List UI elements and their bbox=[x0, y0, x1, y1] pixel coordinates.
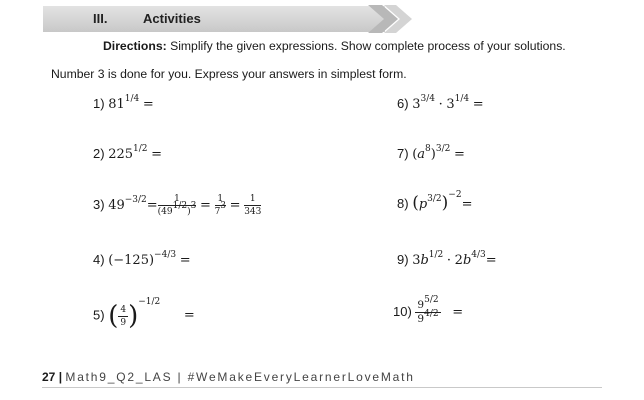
expr-base: 225 bbox=[108, 147, 134, 162]
equals-sign: = bbox=[452, 304, 464, 320]
exercise-2 bbox=[93, 143, 163, 162]
expr-exponent: 1/4 bbox=[124, 93, 140, 104]
equals-sign: = bbox=[461, 197, 473, 212]
expr-exponent: −1/2 bbox=[138, 297, 161, 308]
item-number: 8) bbox=[397, 196, 409, 211]
footer-divider bbox=[42, 387, 602, 388]
exercise-5: 5) ( $\frac{4}{9}$ )$^{-1/2}$ = bbox=[93, 297, 195, 331]
chevron-arrows-icon bbox=[368, 5, 424, 33]
directions-label: Directions: bbox=[103, 39, 167, 53]
directions-line2: Number 3 is done for you. Express your answers in simplest form. bbox=[51, 67, 407, 81]
item-number: 10) bbox=[393, 303, 412, 319]
equals-sign: = bbox=[142, 97, 154, 112]
exercise-8: 8) $(p^{3/2})^{-2}=$ bbox=[397, 189, 473, 213]
item-number: 2) bbox=[93, 146, 105, 161]
page-number: 27 bbox=[42, 370, 56, 384]
footer-text: Math9_Q2_LAS | #WeMakeEveryLearnerLoveMath bbox=[65, 370, 415, 384]
fraction-step-2: $\frac{1}{7^3}$ bbox=[214, 194, 227, 217]
expr-exponent: −4/3 bbox=[154, 249, 177, 260]
directions-text: Simplify the given expressions. Show complete process of your solutions. bbox=[170, 39, 566, 53]
fraction: $\frac{4}{9}$ bbox=[120, 304, 127, 328]
expr-exponent: −3/2 bbox=[124, 194, 147, 205]
footer bbox=[42, 370, 415, 384]
fraction-step-1: $\frac{1}{(49^{1/2})^3}$ bbox=[157, 194, 197, 217]
section-title: Activities bbox=[143, 11, 201, 26]
equals-sign: = bbox=[151, 147, 163, 162]
expr-base: 81 bbox=[108, 97, 125, 112]
directions bbox=[103, 39, 566, 53]
equals-sign: = bbox=[200, 197, 211, 213]
equals-sign: = bbox=[453, 147, 465, 162]
exercise-10 bbox=[393, 294, 464, 326]
footer-separator: | bbox=[58, 370, 63, 384]
exercise-1 bbox=[93, 93, 154, 112]
equals-sign: = bbox=[485, 253, 497, 268]
exercise-6: 6) $3^{3/4} \cdot 3^{1/4}$ = bbox=[397, 93, 484, 112]
item-number: 6) bbox=[397, 96, 409, 111]
equals-sign: = bbox=[183, 308, 195, 324]
section-banner bbox=[43, 6, 385, 32]
expr-exponent: 1/2 bbox=[133, 143, 148, 154]
equals-sign: = bbox=[179, 253, 191, 268]
expr-base: 49 bbox=[108, 197, 125, 213]
equals-sign: = bbox=[146, 197, 158, 213]
item-number: 4) bbox=[93, 252, 105, 267]
equals-sign: = bbox=[472, 97, 484, 112]
exercise-7: 7) $(a^8)^{3/2}$ = bbox=[397, 143, 465, 162]
expr-base: (−125) bbox=[108, 253, 155, 268]
item-number: 7) bbox=[397, 146, 409, 161]
fraction-step-3: $\frac{1}{343}$ bbox=[244, 194, 262, 217]
item-number: 1) bbox=[93, 96, 105, 111]
item-number: 9) bbox=[397, 252, 409, 267]
fraction: $\frac{9^{5/2}}{9^{4/2}}$ bbox=[417, 294, 439, 325]
equals-sign: = bbox=[229, 197, 241, 213]
exercise-3 bbox=[93, 193, 261, 218]
item-number: 3) bbox=[93, 196, 105, 212]
exercise-9: 9) $3b^{1/2} \cdot 2b^{4/3}=$ bbox=[397, 249, 497, 268]
exercise-4 bbox=[93, 249, 191, 268]
item-number: 5) bbox=[93, 307, 105, 323]
section-number: III. bbox=[93, 11, 108, 26]
